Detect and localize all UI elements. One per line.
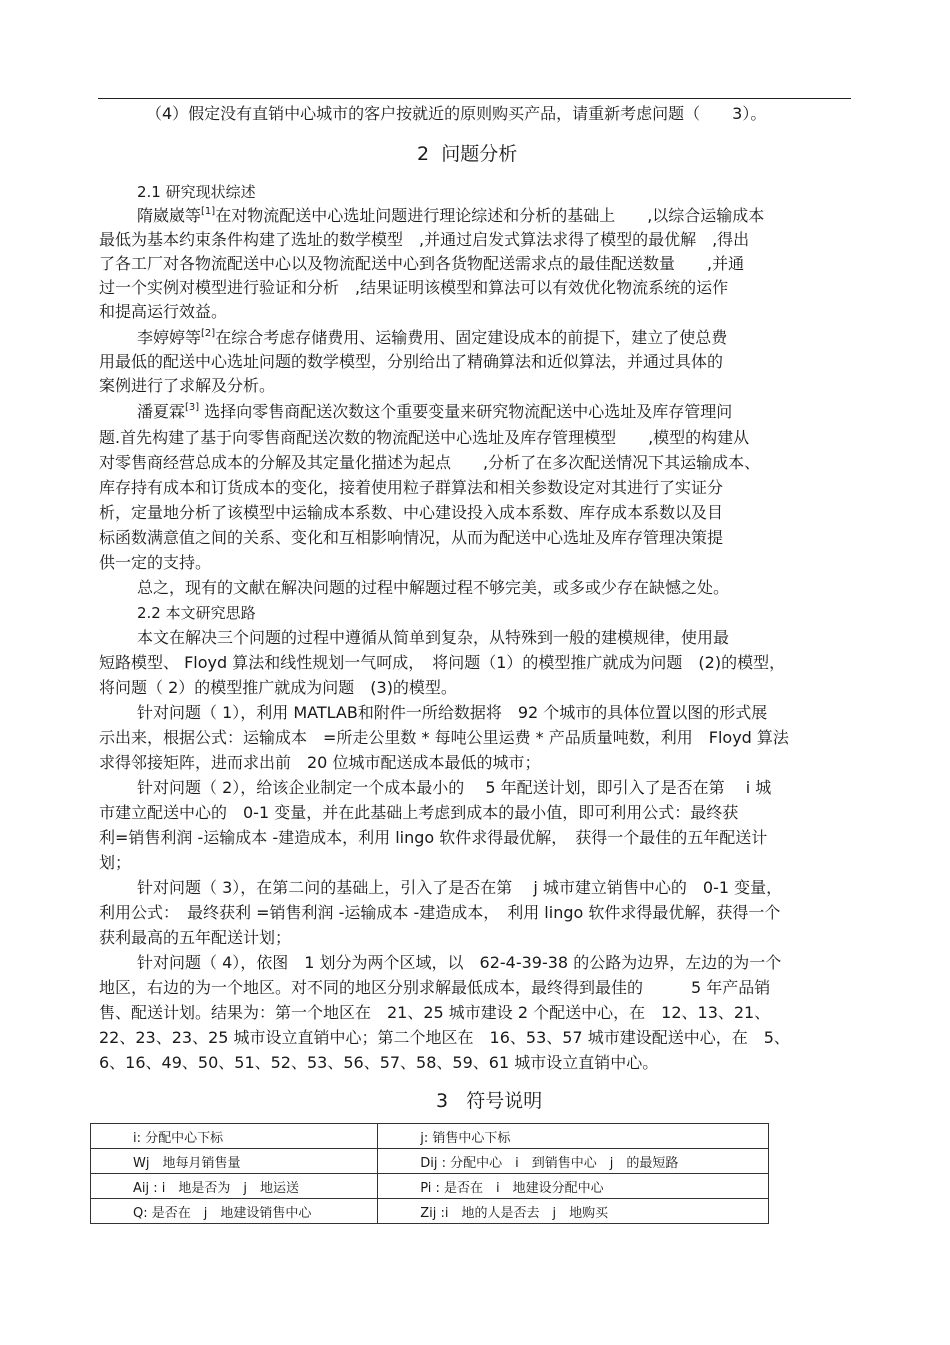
- subsection-2-1-heading: 2.1 研究现状综述: [137, 183, 256, 201]
- citation[interactable]: [3]: [185, 402, 200, 413]
- section-3-title: [436, 1088, 542, 1114]
- subsection-2-2-heading: 2.2 本文研究思路: [137, 604, 256, 622]
- table-cell: Q: 是否在 j 地建设销售中心: [91, 1199, 378, 1224]
- header-rule: [98, 98, 851, 99]
- table-cell: Pi : 是否在 i 地建设分配中心: [378, 1174, 769, 1199]
- author-name: 隋崴崴等: [137, 206, 202, 225]
- paragraph-line: 6、16、49、50、51、52、53、56、57、58、59、61 城市设立直销中心。: [99, 1053, 659, 1072]
- table-cell: j: 销售中心下标: [378, 1124, 769, 1149]
- section-title-text: 符号说明: [466, 1090, 543, 1112]
- table-row: [91, 1124, 769, 1149]
- table-row: [91, 1199, 769, 1224]
- line-text: 选择向零售商配送次数这个重要变量来研究物流配送中心选址及库存管理问: [199, 402, 733, 421]
- author-name: 李婷婷等: [137, 328, 202, 347]
- paragraph-line: 过一个实例对模型进行验证和分析 ,结果证明该模型和算法可以有效优化物流系统的运作: [99, 278, 729, 297]
- paragraph-line: 对零售商经营总成本的分解及其定量化描述为起点 ,分析了在多次配送情况下其运输成本、: [99, 453, 761, 472]
- paragraph-line: 库存持有成本和订货成本的变化，接着使用粒子群算法和相关参数设定对其进行了实证分: [99, 478, 724, 497]
- paragraph-line: 划；: [99, 853, 132, 872]
- paragraph-line: 示出来，根据公式：运输成本 =所走公里数 * 每吨公里运费 * 产品质量吨数，利用 Floyd 算法: [99, 728, 789, 747]
- paragraph-line: 针对问题（ 4），依图 1 划分为两个区域，以 62-4-39-38 的公路为边界，左边的为一个: [137, 953, 782, 972]
- table-row: [91, 1174, 769, 1199]
- section-number: 2: [417, 143, 430, 165]
- table-cell: i: 分配中心下标: [91, 1124, 378, 1149]
- paragraph-line: 针对问题（ 3），在第二问的基础上，引入了是否在第 j 城市建立销售中心的 0-1 变量，: [137, 878, 783, 897]
- symbol-table: [90, 1123, 769, 1224]
- paragraph-line: 售、配送计划。结果为：第一个地区在 21、25 城市建设 2 个配送中心，在 12、13、21、: [99, 1003, 771, 1022]
- paragraph-line: 获利最高的五年配送计划；: [99, 928, 292, 947]
- paragraph-line: 案例进行了求解及分析。: [99, 376, 276, 395]
- section-2-title: [417, 141, 517, 167]
- table-cell: Dij : 分配中心 i 到销售中心 j 的最短路: [378, 1149, 769, 1174]
- paragraph-line: 地区，右边的为一个地区。对不同的地区分别求解最低成本，最终得到最佳的 5 年产品销: [99, 978, 771, 997]
- paragraph-line: 用最低的配送中心选址问题的数学模型，分别给出了精确算法和近似算法，并通过具体的: [99, 352, 724, 371]
- author-name: 潘夏霖: [137, 402, 186, 421]
- line-text: 在综合考虑存储费用、运输费用、固定建设成本的前提下，建立了使总费: [215, 328, 728, 347]
- paragraph-line: 析，定量地分析了该模型中运输成本系数、中心建设投入成本系数、库存成本系数以及目: [99, 503, 724, 522]
- paragraph-line: 22、23、23、25 城市设立直销中心；第二个地区在 16、53、57 城市建设配送中心，在 5、: [99, 1028, 790, 1047]
- paragraph-line: 针对问题（ 1），利用 MATLAB和附件一所给数据将 92 个城市的具体位置以图的形式展: [137, 703, 768, 722]
- paragraph-line: 利=销售利润 -运输成本 -建造成本，利用 lingo 软件求得最优解， 获得一个最佳的五年配送计: [99, 828, 768, 847]
- problem-4-text: （4）假定没有直销中心城市的客户按就近的原则购买产品，请重新考虑问题（ 3）。: [146, 104, 767, 123]
- paragraph-line: 市建立配送中心的 0-1 变量，并在此基础上考虑到成本的最小值，即可利用公式：最终获: [99, 803, 739, 822]
- paragraph-line: 本文在解决三个问题的过程中遵循从简单到复杂，从特殊到一般的建模规律，使用最: [137, 628, 730, 647]
- paragraph-line: 短路模型、 Floyd 算法和线性规划一气呵成， 将问题（1）的模型推广就成为问题 (2)的模型，: [99, 653, 786, 672]
- section-title-text: 问题分析: [441, 143, 518, 165]
- paragraph-line: 和提高运行效益。: [99, 302, 228, 321]
- paragraph-line: 总之，现有的文献在解决问题的过程中解题过程不够完美，或多或少存在缺憾之处。: [137, 578, 730, 597]
- paragraph-line: [137, 205, 764, 227]
- paragraph-line: 最低为基本约束条件构建了选址的数学模型 ,并通过启发式算法求得了模型的最优解 ,得出: [99, 230, 750, 249]
- table-row: [91, 1149, 769, 1174]
- citation[interactable]: [1]: [201, 206, 216, 217]
- paragraph-line: 标函数满意值之间的关系、变化和互相影响情况，从而为配送中心选址及库存管理决策提: [99, 528, 724, 547]
- paragraph-line: [137, 401, 732, 423]
- table-cell: Zij :i 地的人是否去 j 地购买: [378, 1199, 769, 1224]
- table-cell: Aij : i 地是否为 j 地运送: [91, 1174, 378, 1199]
- line-text: 在对物流配送中心选址问题进行理论综述和分析的基础上 ,以综合运输成本: [215, 206, 765, 225]
- paragraph-line: 针对问题（ 2），给该企业制定一个成本最小的 5 年配送计划，即引入了是否在第 i 城: [137, 778, 772, 797]
- paragraph-line: [137, 327, 727, 349]
- citation[interactable]: [2]: [201, 328, 216, 339]
- paragraph-line: 求得邻接矩阵，进而求出前 20 位城市配送成本最低的城市；: [99, 753, 541, 772]
- paragraph-line: 题.首先构建了基于向零售商配送次数的物流配送中心选址及库存管理模型 ,模型的构建从: [99, 428, 750, 447]
- paragraph-line: 了各工厂对各物流配送中心以及物流配送中心到各货物配送需求点的最佳配送数量 ,并通: [99, 254, 745, 273]
- paragraph-line: 将问题（ 2）的模型推广就成为问题 (3)的模型。: [99, 678, 457, 697]
- table-cell: Wj 地每月销售量: [91, 1149, 378, 1174]
- section-number: 3: [436, 1090, 449, 1112]
- paragraph-line: 利用公式： 最终获利 =销售利润 -运输成本 -建造成本， 利用 lingo 软件求得最优解，获得一个: [99, 903, 781, 922]
- paragraph-line: 供一定的支持。: [99, 553, 212, 572]
